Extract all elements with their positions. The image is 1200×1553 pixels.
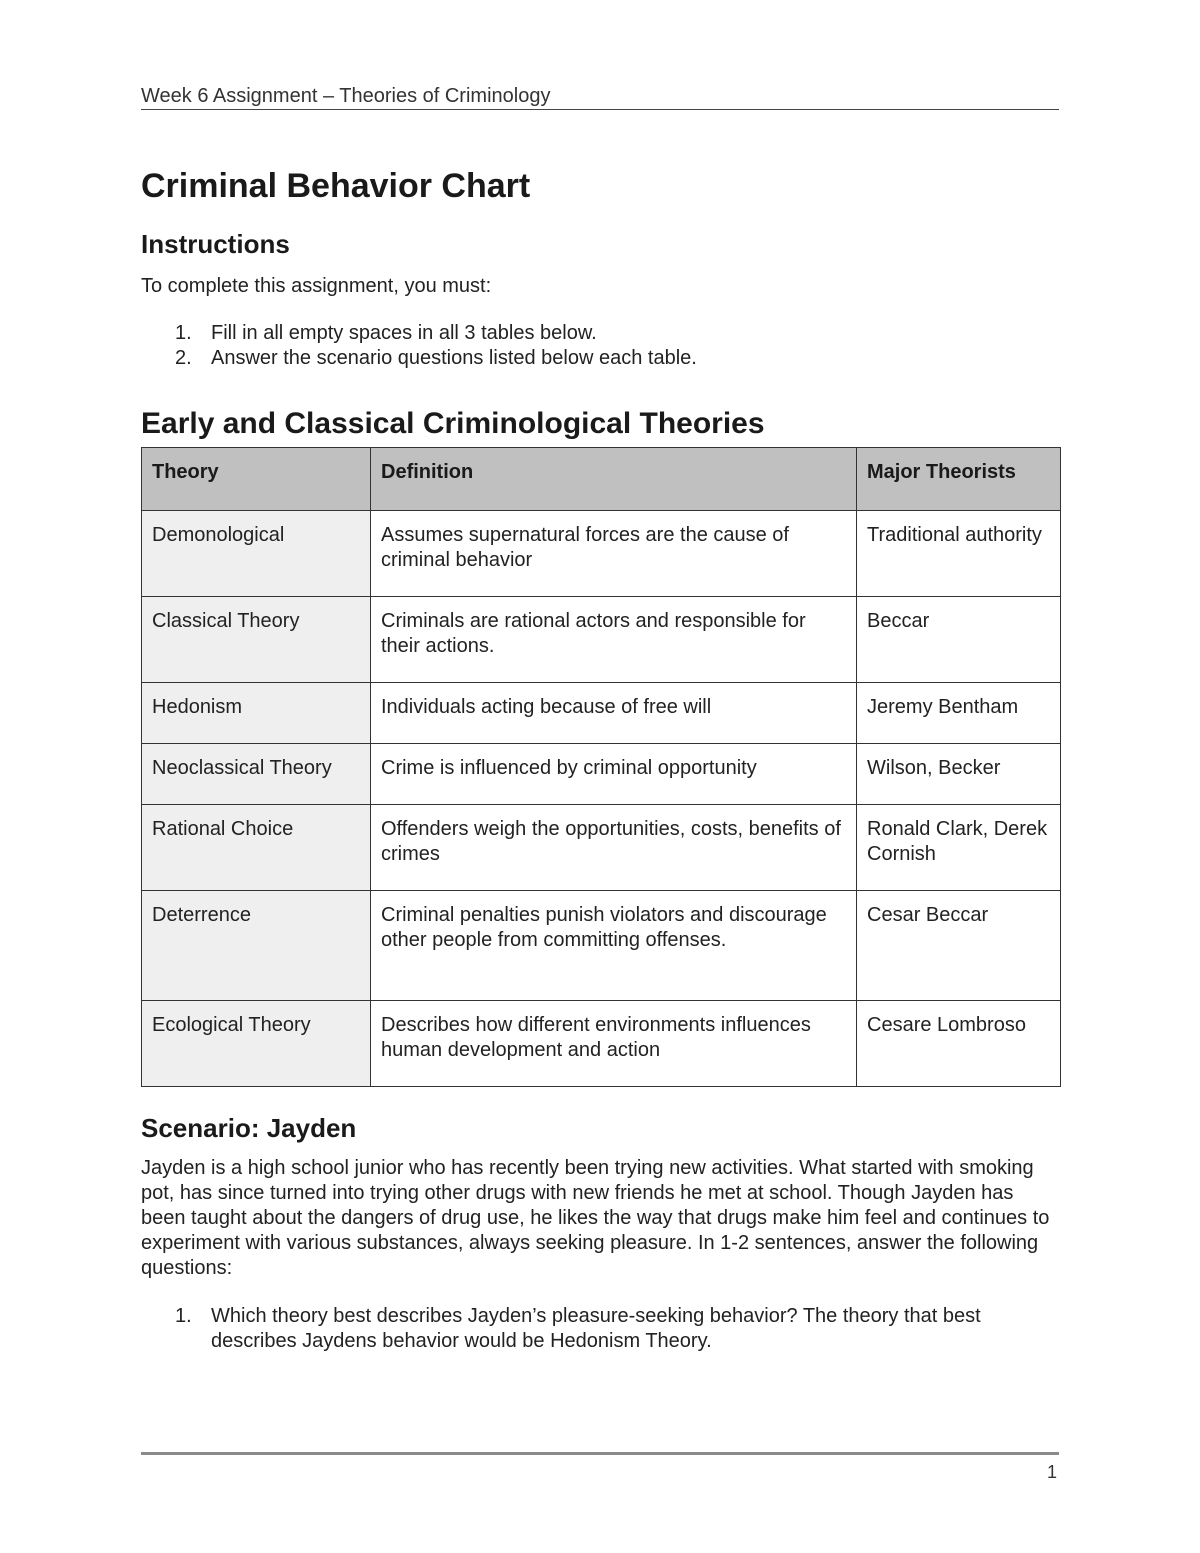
page-number: 1	[1046, 1462, 1057, 1482]
document-page	[141, 0, 1059, 1553]
theory-cell: Ecological Theory	[142, 1001, 371, 1087]
theory-cell: Rational Choice	[142, 805, 371, 891]
theorists-cell: Jeremy Bentham	[857, 683, 1061, 744]
list-item	[141, 1304, 1059, 1354]
scenario-questions	[141, 1304, 1059, 1354]
theory-cell: Hedonism	[142, 683, 371, 744]
theory-cell: Classical Theory	[142, 597, 371, 683]
table-row	[142, 1001, 1061, 1087]
definition-cell: Assumes supernatural forces are the cause of criminal behavior	[371, 511, 857, 597]
running-header: Week 6 Assignment – Theories of Criminology	[141, 84, 1059, 110]
table-row	[142, 683, 1061, 744]
theorists-cell: Cesare Lombroso	[857, 1001, 1061, 1087]
list-item-text: Fill in all empty spaces in all 3 tables below.	[211, 322, 597, 344]
table-row	[142, 891, 1061, 1001]
definition-cell: Crime is influenced by criminal opportunity	[371, 744, 857, 805]
list-number: 1.	[175, 322, 192, 344]
table-row	[142, 805, 1061, 891]
column-header-theorists: Major Theorists	[857, 448, 1061, 511]
instructions-heading: Instructions	[141, 229, 290, 259]
scenario-text: Jayden is a high school junior who has recently been trying new activities. What started with smoking pot, has since turned into trying other drugs with new friends he met at school. Though Jayden has been taught about the dangers of drug use, he likes the way that drugs make him feel and continues to experiment with various substances, always seeking pleasure. In 1-2 sentences, answer the following questions:	[141, 1157, 1050, 1279]
table-header-row	[142, 448, 1061, 511]
scenario-heading: Scenario: Jayden	[141, 1113, 357, 1143]
theorists-cell: Wilson, Becker	[857, 744, 1061, 805]
list-item	[141, 346, 697, 371]
definition-cell: Criminals are rational actors and responsible for their actions.	[371, 597, 857, 683]
theorists-cell: Ronald Clark, Derek Cornish	[857, 805, 1061, 891]
list-item-text: Answer the scenario questions listed below each table.	[211, 347, 697, 369]
column-header-theory: Theory	[142, 448, 371, 511]
theorists-cell: Beccar	[857, 597, 1061, 683]
theories-table	[141, 447, 1061, 1087]
instructions-intro: To complete this assignment, you must:	[141, 275, 492, 297]
theory-cell: Demonological	[142, 511, 371, 597]
list-item	[141, 321, 697, 346]
table-heading: Early and Classical Criminological Theories	[141, 407, 765, 440]
definition-cell: Individuals acting because of free will	[371, 683, 857, 744]
list-number: 2.	[175, 347, 192, 369]
footer-divider	[141, 1452, 1059, 1455]
theorists-cell: Traditional authority	[857, 511, 1061, 597]
list-number: 1.	[175, 1305, 192, 1327]
table-row	[142, 511, 1061, 597]
definition-cell: Describes how different environments influences human development and action	[371, 1001, 857, 1087]
column-header-definition: Definition	[371, 448, 857, 511]
question-text: Which theory best describes Jayden’s pleasure-seeking behavior? The theory that best describes Jaydens behavior would be Hedonism Theory.	[211, 1305, 981, 1352]
definition-cell: Criminal penalties punish violators and discourage other people from committing offenses.	[371, 891, 857, 1001]
theory-cell: Neoclassical Theory	[142, 744, 371, 805]
theorists-cell: Cesar Beccar	[857, 891, 1061, 1001]
page-title: Criminal Behavior Chart	[141, 167, 531, 205]
definition-cell: Offenders weigh the opportunities, costs, benefits of crimes	[371, 805, 857, 891]
table-row	[142, 744, 1061, 805]
table-row	[142, 597, 1061, 683]
theory-cell: Deterrence	[142, 891, 371, 1001]
instructions-list	[141, 321, 697, 371]
